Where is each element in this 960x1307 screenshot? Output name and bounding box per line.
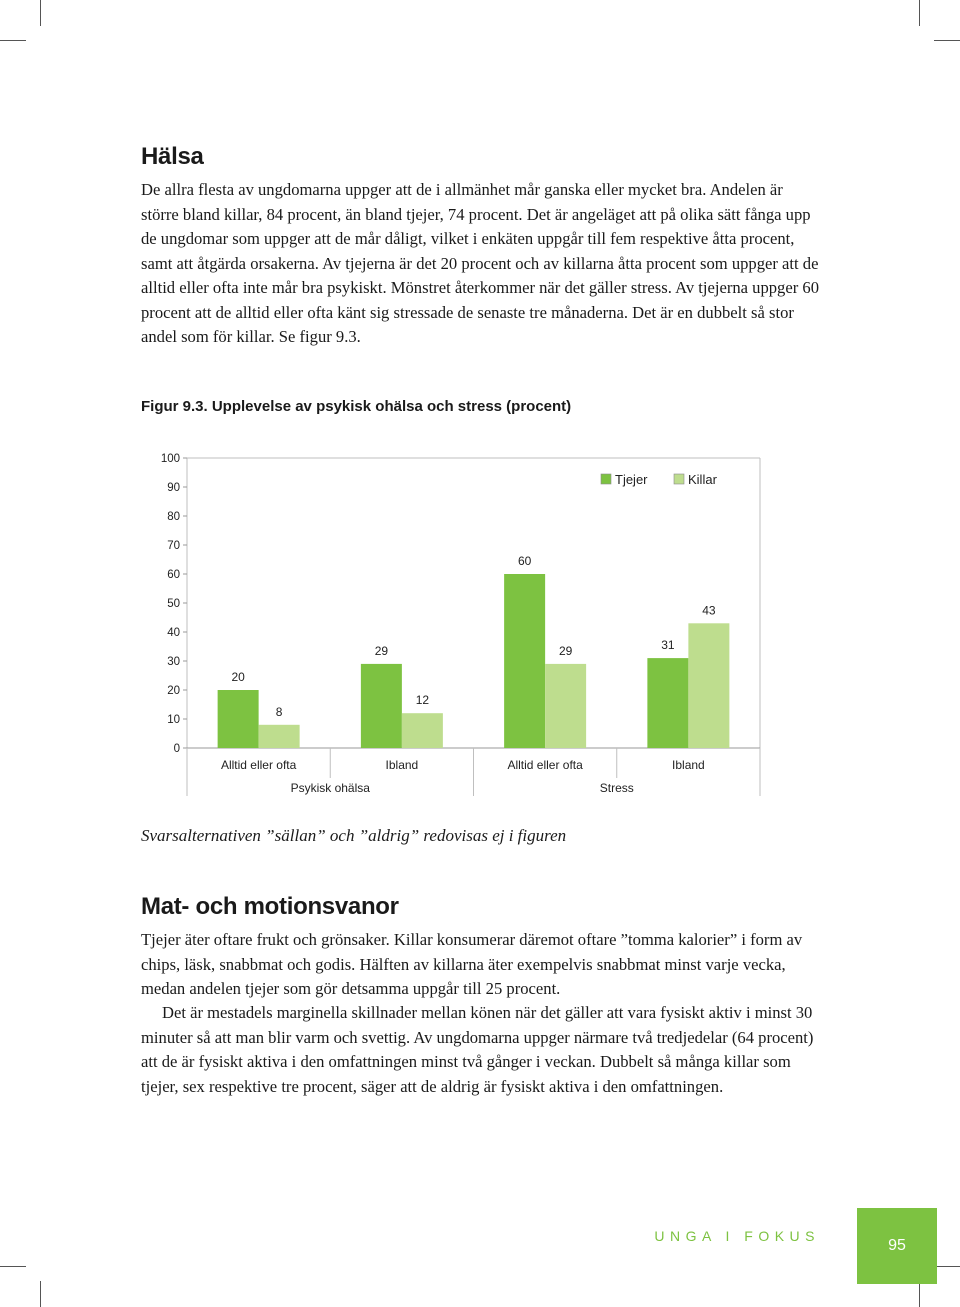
- crop-mark: [0, 40, 26, 41]
- bar-tjejer: [218, 690, 259, 748]
- crop-mark: [40, 1281, 41, 1307]
- y-tick-label: 70: [167, 540, 180, 552]
- bar-killar: [259, 725, 300, 748]
- crop-mark: [919, 1281, 920, 1307]
- x-tick-label: Alltid eller ofta: [220, 758, 297, 772]
- x-tick-label: Ibland: [672, 758, 705, 772]
- y-tick-label: 100: [160, 453, 180, 465]
- footer-brand: UNGA I FOKUS: [654, 1228, 820, 1244]
- legend-label: Killar: [688, 472, 717, 487]
- section-title-halsa: Hälsa: [141, 143, 204, 170]
- data-label: 12: [415, 693, 430, 708]
- y-tick-label: 10: [167, 714, 180, 726]
- data-label: 20: [231, 670, 245, 684]
- data-label: 29: [558, 643, 573, 658]
- crop-mark: [919, 0, 920, 26]
- body-paragraph: De allra flesta av ungdomarna uppger att de i allmänhet mår ganska eller mycket bra. Andelen är större bland killar, 84 procent, än bland tjejer, 74 procent. Det är angeläget att på olika sätt fånga upp de ungdomar som uppger att de mår dåligt, vilket i enkäten uppgår till fem respektive åtta procent, samt att åtgärda orsakerna. Av tjejerna är det 20 procent och av killarna åtta procent som uppger att de alltid eller ofta inte mår bra psykiskt. Mönstret återkommer när det gäller stress. Av tjejerna uppger 60 procent att de alltid eller ofta känt sig stressade de senaste tre månaderna. Det är en dubbelt så stor andel som för killar. Se figur 9.3.: [141, 180, 819, 346]
- section-title-mat-motion: Mat- och motionsvanor: [141, 893, 399, 920]
- y-tick-label: 30: [167, 656, 180, 668]
- figure-note: Svarsalternativen ”sällan” och ”aldrig” redovisas ej i figuren: [141, 826, 567, 845]
- crop-mark: [934, 1266, 960, 1267]
- legend-label: Tjejer: [615, 472, 648, 487]
- group-label: Stress: [599, 781, 634, 795]
- y-tick-label: 50: [167, 598, 180, 610]
- x-tick-label: Alltid eller ofta: [507, 758, 583, 772]
- bar-tjejer: [361, 664, 402, 748]
- body-paragraph: Det är mestadels marginella skillnader mellan könen när det gäller att vara fysiskt aktiv i minst 30 minuter så att man blir varm och svettig. Av ungdomarna uppger närmare två tredjedelar (64 procent) att de är fysiskt aktiva i den omfattningen minst två gånger i veckan. Dubbelt så många killar som tjejer, sex respektive tre procent, säger att de aldrig är fysiskt aktiva i den omfattningen.: [141, 1003, 814, 1096]
- crop-mark: [934, 40, 960, 41]
- body-paragraph: Tjejer äter oftare frukt och grönsaker. Killar konsumerar däremot oftare ”tomma kalorier” i form av chips, läsk, snabbmat och godis. Hälften av killarna äter exempelvis snabbmat minst varje vecka, medan andelen tjejer som gör detsamma uppgår till 25 procent.: [141, 930, 803, 998]
- crop-mark: [0, 1266, 26, 1267]
- crop-mark: [40, 0, 41, 26]
- y-tick-label: 20: [167, 685, 180, 697]
- bar-chart: [140, 440, 780, 810]
- bar-killar: [545, 664, 586, 748]
- y-tick-label: 0: [173, 743, 180, 755]
- y-tick-label: 80: [167, 511, 180, 523]
- page-number: 95: [857, 1208, 937, 1284]
- y-tick-label: 60: [167, 569, 180, 581]
- data-label: 31: [661, 638, 675, 653]
- bar-killar: [402, 713, 443, 748]
- y-tick-label: 40: [167, 627, 180, 639]
- data-label: 43: [702, 603, 716, 618]
- bar-killar: [688, 623, 729, 748]
- bar-tjejer: [504, 574, 545, 748]
- bar-tjejer: [647, 658, 688, 748]
- x-tick-label: Ibland: [385, 758, 419, 772]
- data-label: 60: [517, 554, 532, 568]
- figure-title: Figur 9.3. Upplevelse av psykisk ohälsa och stress (procent): [141, 398, 572, 415]
- data-label: 29: [374, 643, 389, 658]
- y-tick-label: 90: [167, 482, 180, 494]
- data-label: 8: [275, 704, 283, 719]
- group-label: Psykisk ohälsa: [290, 781, 370, 795]
- legend-swatch-killar: [674, 474, 684, 484]
- legend-swatch-tjejer: [601, 474, 611, 484]
